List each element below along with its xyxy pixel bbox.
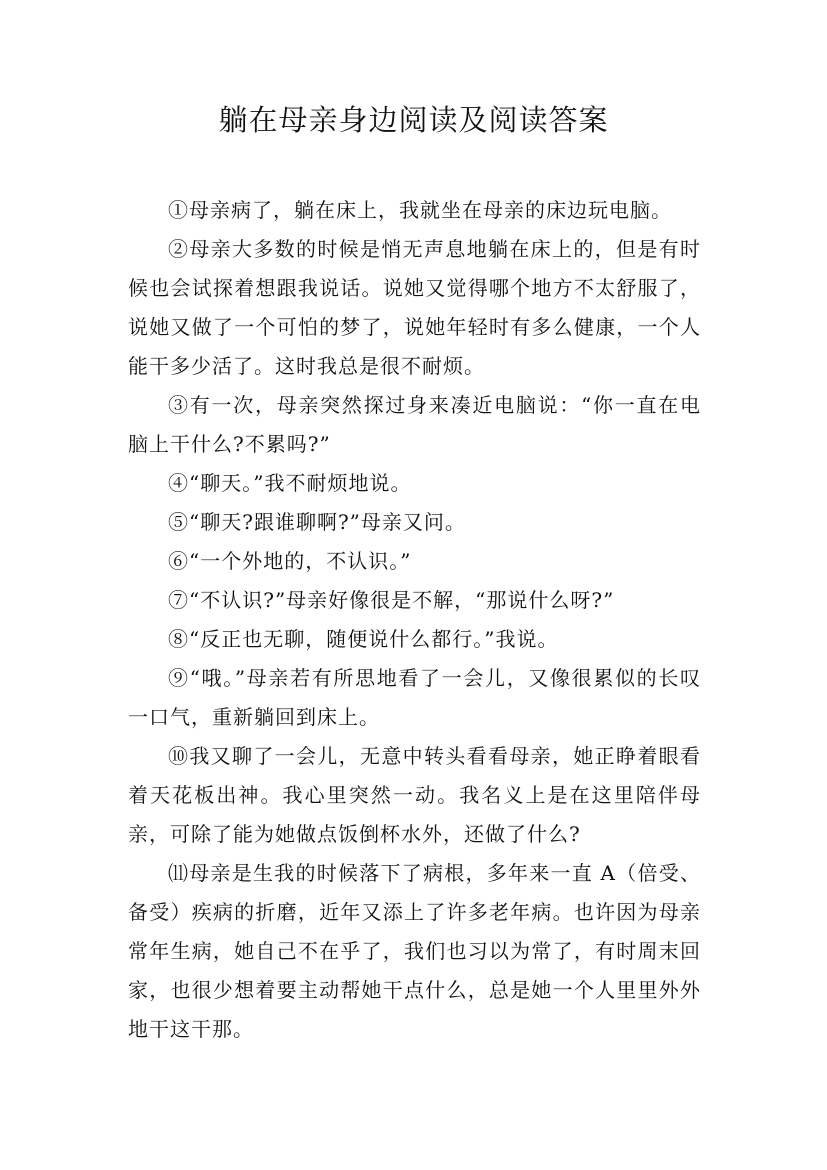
paragraph-6: ⑥“一个外地的，不认识。” — [168, 549, 412, 573]
document-title: 躺在母亲身边阅读及阅读答案 — [218, 103, 609, 137]
paragraph-4: ④“聊天。”我不耐烦地说。 — [168, 471, 412, 495]
paragraph-5: ⑤“聊天?跟谁聊啊?”母亲又问。 — [168, 510, 466, 534]
paragraph-3: ③有一次，母亲突然探过身来凑近电脑说：“你一直在电脑上干什么?不累吗?” — [128, 393, 701, 456]
paragraph-7: ⑦“不认识?”母亲好像很是不解，“那说什么呀?” — [168, 588, 615, 612]
document-body — [128, 191, 701, 1049]
paragraph-11: ⑾母亲是生我的时候落下了病根，多年来一直 A（倍受、备受）疾病的折磨，近年又添上了许多老年病。也许因为母亲常年生病，她自己不在乎了，我们也习以为常了，有时周末回家，也很少想着要主动帮她干点什么，总是她一个人里里外外地干这干那。 — [128, 861, 701, 1041]
paragraph-10: ⑩我又聊了一会儿，无意中转头看看母亲，她正睁着眼看着天花板出神。我心里突然一动。我名义上是在这里陪伴母亲，可除了能为她做点饭倒杯水外，还做了什么? — [128, 744, 701, 846]
paragraph-2: ②母亲大多数的时候是悄无声息地躺在床上的，但是有时候也会试探着想跟我说话。说她又觉得哪个地方不太舒服了，说她又做了一个可怕的梦了，说她年轻时有多么健康，一个人能干多少活了。这时我总是很不耐烦。 — [128, 237, 701, 378]
paragraph-9: ⑨“哦。”母亲若有所思地看了一会儿，又像很累似的长叹一口气，重新躺回到床上。 — [128, 666, 701, 729]
paragraph-1: ①母亲病了，躺在床上，我就坐在母亲的床边玩电脑。 — [168, 198, 672, 222]
paragraph-8: ⑧“反正也无聊，随便说什么都行。”我说。 — [168, 627, 559, 651]
